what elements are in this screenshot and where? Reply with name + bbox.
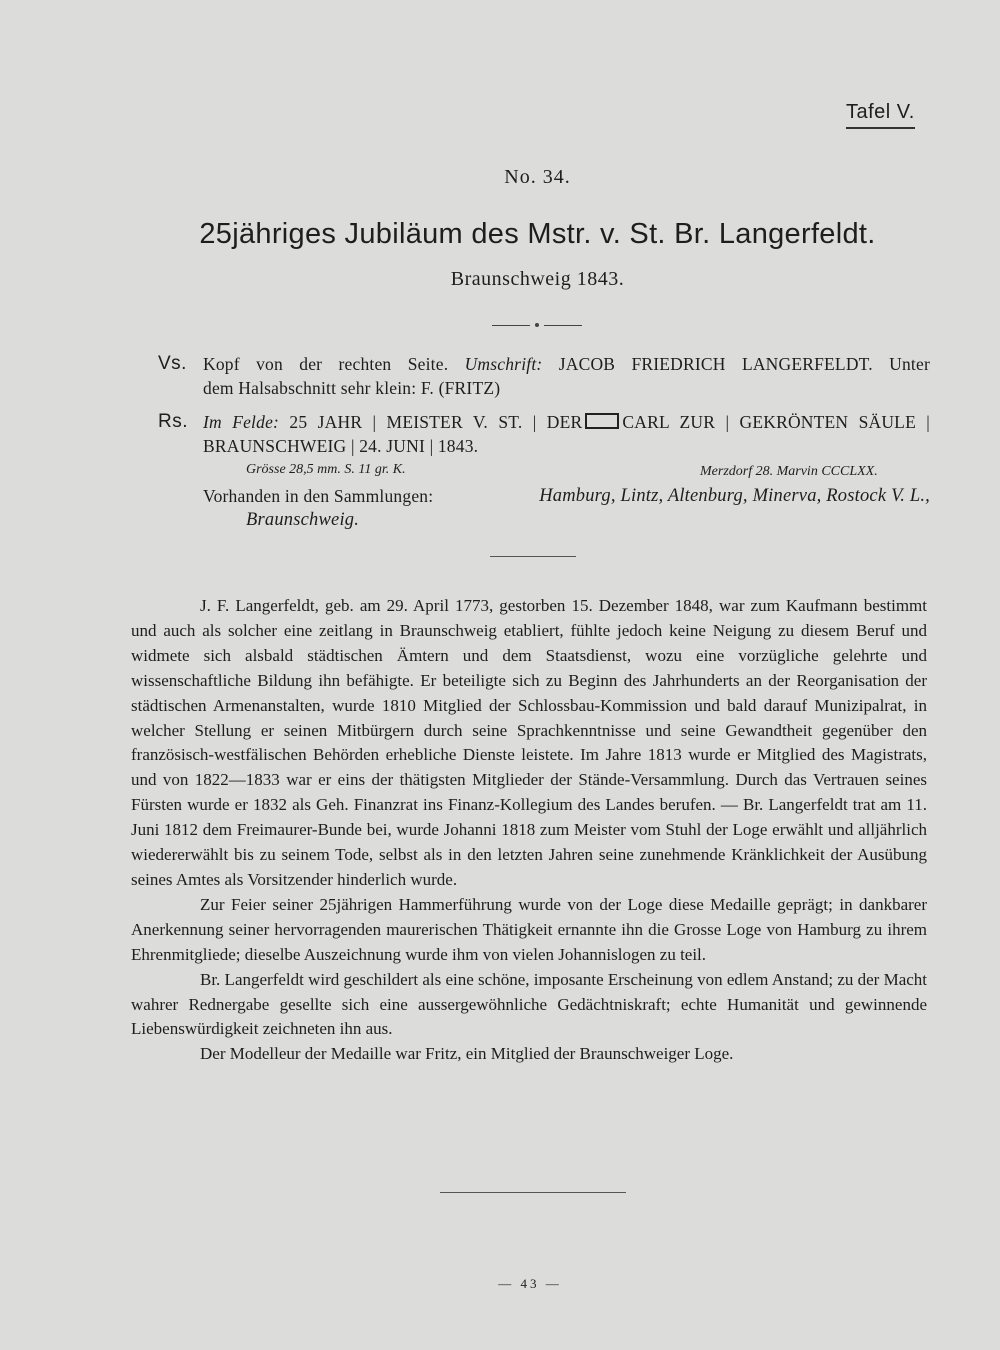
reverse-line-2: BRAUNSCHWEIG | 24. JUNI | 1843. xyxy=(203,436,479,456)
section-divider xyxy=(490,556,576,557)
inscription-label: Umschrift: xyxy=(464,354,543,374)
ornament-divider xyxy=(492,322,582,330)
reverse-text-a: 25 JAHR | MEISTER V. ST. | DER xyxy=(289,412,583,432)
obverse-text-a: Kopf von der rechten Seite. xyxy=(203,354,449,374)
obverse-text-b: JACOB FRIEDRICH LANGERFELDT. Unter xyxy=(558,354,930,374)
reverse-text-b: CARL ZUR | GEKRÖNTEN SÄULE | xyxy=(622,412,930,432)
reverse-label: Rs. xyxy=(158,411,188,432)
paragraph: Br. Langerfeldt wird geschildert als eine schöne, imposante Erscheinung von edlem Anstand; zu der Macht wahrer Rednergabe gesellte sich eine aussergewöhnliche Gedächtniskraft; echte Humanität und gewinnende Liebenswürdigkeit zeichneten ihn aus. xyxy=(131,969,928,1039)
page-number: — 43 — xyxy=(498,1276,562,1291)
catalog-references: Merzdorf 28. Marvin CCCLXX. xyxy=(700,464,878,479)
collections-label: Vorhanden in den Sammlungen: xyxy=(203,486,434,506)
page-title: 25jähriges Jubiläum des Mstr. v. St. Br. Langerfeldt. xyxy=(199,218,876,250)
paragraph: Zur Feier seiner 25jährigen Hammerführung wurde von der Loge diese Medaille geprägt; in dankbarer Anerkennung seiner hervorragenden maurerischen Thätigkeit ernannte ihn die Grosse Loge von Hamburg zu ihrem Ehrenmitgliede; dieselbe Auszeichnung wurde ihm von vielen Johannislogen zu teil. xyxy=(131,894,927,964)
reverse-line-1 xyxy=(203,412,930,433)
collections-line-1 xyxy=(203,486,930,507)
end-divider xyxy=(440,1192,626,1193)
paragraph: J. F. Langerfeldt, geb. am 29. April 1773, gestorben 15. Dezember 1848, war zum Kaufmann bestimmt und auch als solcher eine zeitlang in Braunschweig etabliert, fühlte jedoch keine Neigung zu diesem Beruf und widmete sich alsbald städtischen Ämtern und dem Staatsdienst, wozu eine vorzügliche gelehrte und wissenschaftliche Bildung ihn befähigte. Er beteiligte sich zu Beginn des Jahrhunderts an der Reorganisation der städtischen Armenanstalten, wurde 1810 Mitglied der Schlossbau-Kommission und bald darauf Munizipalrat, in welcher Stellung er seinen Mitbürgern durch seine Sprachkenntnisse und seine Gewandtheit gegenüber den französisch-westfälischen Behörden erhebliche Dienste leistete. Im Jahre 1813 wurde er Mitglied des Magistrats, und von 1822—1833 war er eins der thätigsten Mitglieder der Stände-Versammlung. Durch das Vertrauen seines Fürsten wurde er 1832 als Geh. Finanzrat ins Finanz-Kollegium des Landes berufen. — Br. Langerfeldt trat am 11. Juni 1812 dem Freimaurer-Bunde bei, wurde Johanni 1818 zum Meister vom Stuhl der Loge erwählt und alljährlich wiedererwählt bis zu seinem Tode, selbst als in den letzten Jahren seine zunehmende Kränklichkeit der Ausübung seines Amtes als Vorsitzender hinderlich wurde. xyxy=(131,596,927,889)
place-date: Braunschweig 1843. xyxy=(450,268,625,290)
entry-number: No. 34. xyxy=(504,166,571,188)
paragraph: Der Modelleur der Medaille war Fritz, ein Mitglied der Braunschweiger Loge. xyxy=(200,1044,734,1064)
obverse-label: Vs. xyxy=(158,353,187,374)
lodge-square-symbol xyxy=(585,413,619,429)
collections-list: Hamburg, Lintz, Altenburg, Minerva, Rostock V. L., xyxy=(539,486,930,506)
obverse-line-2: dem Halsabschnitt sehr klein: F. (FRITZ) xyxy=(203,378,501,398)
plate-label: Tafel V. xyxy=(846,101,915,129)
medal-specs: Grösse 28,5 mm. S. 11 gr. K. xyxy=(246,462,406,477)
field-label: Im Felde: xyxy=(203,412,280,432)
obverse-line-1 xyxy=(203,354,930,375)
biography-text xyxy=(131,594,927,1067)
collections-list-cont: Braunschweig. xyxy=(246,510,360,530)
